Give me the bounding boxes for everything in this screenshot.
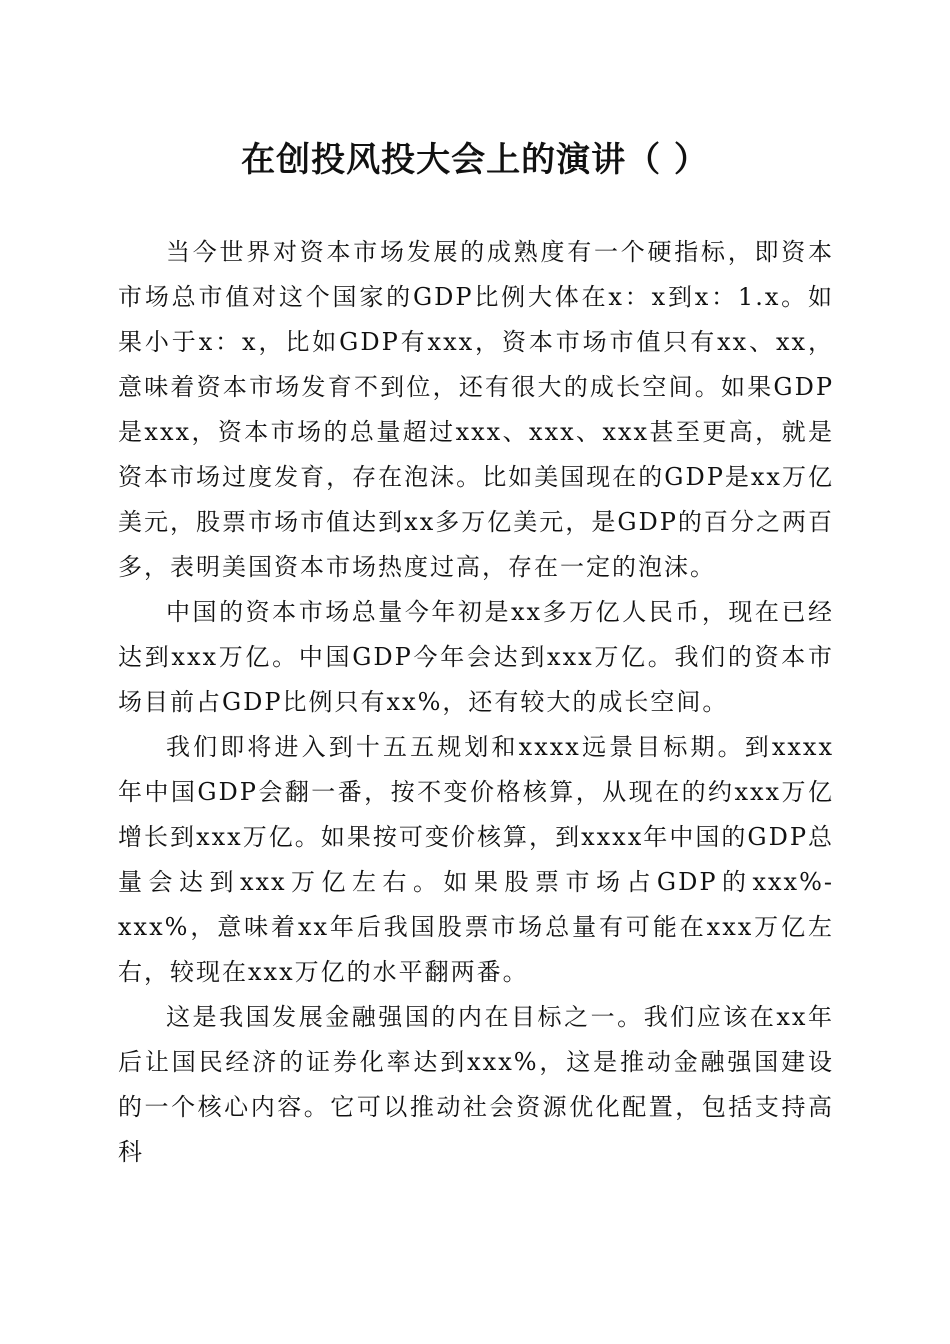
document-title: 在创投风投大会上的演讲（ ） xyxy=(241,140,709,180)
document-body xyxy=(118,230,834,1175)
paragraph-3: 我们即将进入到十五五规划和xxxx远景目标期。到xxxx年中国GDP会翻一番，按不变价格核算，从现在的约xxx万亿增长到xxx万亿。如果按可变价核算，到xxxx年中国的GDP总量会达到xxx万亿左右。如果股票市场占GDP的xxx%-xxx%，意味着xx年后我国股票市场总量有可能在xxx万亿左右，较现在xxx万亿的水平翻两番。 xyxy=(118,733,834,986)
paragraph-1: 当今世界对资本市场发展的成熟度有一个硬指标，即资本市场总市值对这个国家的GDP比例大体在x：x到x：1.x。如果小于x：x，比如GDP有xxx，资本市场市值只有xx、xx，意味着资本市场发育不到位，还有很大的成长空间。如果GDP是xxx，资本市场的总量超过xxx、xxx、xxx甚至更高，就是资本市场过度发育，存在泡沫。比如美国现在的GDP是xx万亿美元，股票市场市值达到xx多万亿美元，是GDP的百分之两百多，表明美国资本市场热度过高，存在一定的泡沫。 xyxy=(118,238,834,581)
paragraph-2: 中国的资本市场总量今年初是xx多万亿人民币，现在已经达到xxx万亿。中国GDP今年会达到xxx万亿。我们的资本市场目前占GDP比例只有xx%，还有较大的成长空间。 xyxy=(118,598,834,716)
paragraph-4: 这是我国发展金融强国的内在目标之一。我们应该在xx年后让国民经济的证券化率达到xxx%，这是推动金融强国建设的一个核心内容。它可以推动社会资源优化配置，包括支持高科 xyxy=(118,1003,834,1166)
